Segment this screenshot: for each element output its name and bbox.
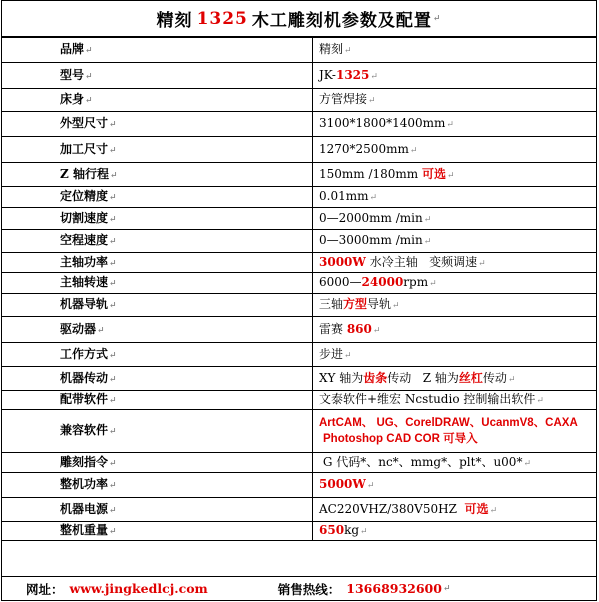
- spec-label-text: 加工尺寸: [60, 141, 109, 156]
- table-row: [2, 453, 596, 473]
- highlight-text: 可选: [464, 501, 489, 516]
- spec-value: [313, 410, 597, 453]
- spec-label: [2, 163, 313, 187]
- paragraph-mark-icon: ↵: [109, 145, 117, 156]
- paragraph-mark-icon: ↵: [109, 374, 117, 385]
- hotline-number: 13668932600: [346, 581, 442, 596]
- table-row: [2, 498, 596, 522]
- spec-value: [313, 473, 597, 498]
- spec-label-text: Z 轴行程: [60, 166, 109, 181]
- spec-value-text: JK-: [319, 67, 336, 82]
- highlight-text: 3000W: [319, 254, 366, 269]
- spec-label: [2, 137, 313, 163]
- paragraph-mark-icon: ↵: [478, 258, 486, 269]
- spec-label-text: 整机功率: [60, 477, 109, 491]
- table-row: [2, 317, 596, 343]
- spec-label: [2, 294, 313, 317]
- spec-label-text: 机器导轨: [60, 297, 109, 311]
- spec-value: [313, 63, 597, 89]
- spec-value-text: 0—3000mm /min: [319, 233, 423, 247]
- spec-label: [2, 367, 313, 391]
- title-brand: 精刻: [156, 11, 193, 31]
- paragraph-mark-icon: ↵: [109, 527, 117, 537]
- spec-value: [313, 317, 597, 343]
- table-row: [2, 137, 596, 163]
- spec-label: [2, 230, 313, 253]
- paragraph-mark-icon: ↵: [442, 583, 451, 594]
- spec-label: [2, 253, 313, 273]
- spec-label: [2, 208, 313, 230]
- spec-label: [2, 343, 313, 367]
- highlight-text: 5000W: [319, 477, 366, 491]
- paragraph-mark-icon: ↵: [523, 458, 531, 469]
- spec-value-text: 导轨: [367, 297, 392, 311]
- highlight-text: 860: [346, 321, 372, 336]
- spec-value: [313, 343, 597, 367]
- table-row: [2, 208, 596, 230]
- spec-label: [2, 522, 313, 541]
- table-row: [2, 294, 596, 317]
- spec-value-text: 6000—: [319, 275, 362, 289]
- paragraph-mark-icon: ↵: [109, 301, 117, 311]
- spec-value-text: 雷赛: [319, 321, 347, 336]
- spec-value-text: kg: [344, 523, 360, 537]
- paragraph-mark-icon: ↵: [432, 13, 442, 24]
- table-row: [2, 63, 596, 89]
- spec-label: [2, 89, 313, 112]
- paragraph-mark-icon: ↵: [372, 325, 381, 336]
- website-label: 网址：: [26, 581, 64, 597]
- compatible-software-line: Photoshop CAD COR 可导入: [323, 433, 478, 445]
- spec-value: [313, 522, 597, 541]
- table-row: [2, 112, 596, 137]
- table-row: [2, 473, 596, 498]
- table-row: [2, 163, 596, 187]
- spec-label-text: 主轴功率: [60, 254, 109, 269]
- spec-value-text: 1270*2500mm: [319, 141, 409, 156]
- spec-value: [313, 230, 597, 253]
- paragraph-mark-icon: ↵: [109, 427, 117, 437]
- spec-value-text: 0—2000mm /min: [319, 210, 423, 225]
- spec-value-text: 0.01mm: [319, 189, 369, 203]
- spec-value: [313, 453, 597, 473]
- table-row: [2, 367, 596, 391]
- paragraph-mark-icon: ↵: [446, 120, 454, 130]
- paragraph-mark-icon: ↵: [97, 325, 105, 336]
- spec-value-text: 步进: [319, 346, 344, 361]
- spec-label: [2, 391, 313, 410]
- paragraph-mark-icon: ↵: [370, 71, 378, 82]
- spec-label-text: 切割速度: [60, 210, 109, 225]
- paragraph-mark-icon: ↵: [109, 505, 117, 516]
- spec-value: [313, 253, 597, 273]
- spec-label-text: 整机重量: [60, 523, 109, 537]
- footer: [2, 576, 596, 600]
- spec-label-text: 配带软件: [60, 392, 109, 406]
- spec-label: [2, 473, 313, 498]
- table-row: [2, 89, 596, 112]
- spec-label-text: 空程速度: [60, 233, 109, 247]
- title-text: 木工雕刻机参数及配置: [251, 11, 432, 31]
- spec-value-text: G 代码*、nc*、mmg*、plt*、u00*: [319, 454, 523, 469]
- paragraph-mark-icon: ↵: [109, 120, 117, 130]
- spec-value: [313, 273, 597, 294]
- spec-label-text: 型号: [60, 67, 85, 82]
- spec-label-text: 机器传动: [60, 370, 109, 385]
- table-row: [2, 410, 596, 453]
- spec-label-text: 兼容软件: [60, 423, 109, 437]
- highlight-text: 650: [319, 523, 345, 537]
- paragraph-mark-icon: ↵: [344, 350, 352, 361]
- spec-value: [313, 208, 597, 230]
- highlight-text: 丝杠: [458, 370, 483, 385]
- spec-value: [313, 163, 597, 187]
- paragraph-mark-icon: ↵: [85, 96, 93, 106]
- highlight-text: 24000: [361, 275, 404, 289]
- spec-label: [2, 317, 313, 343]
- paragraph-mark-icon: ↵: [536, 396, 544, 406]
- spec-label: [2, 63, 313, 89]
- spec-label: [2, 273, 313, 294]
- spec-value: [313, 391, 597, 410]
- paragraph-mark-icon: ↵: [366, 481, 375, 491]
- spec-label: [2, 38, 313, 63]
- spec-value-text: 方管焊接: [319, 92, 368, 106]
- paragraph-mark-icon: ↵: [409, 145, 418, 156]
- spec-label-text: 定位精度: [60, 189, 109, 203]
- spec-value-text: rpm: [403, 275, 429, 289]
- spec-value-text: 传动: [482, 370, 507, 385]
- spec-value-text: 水冷主轴 变频调速: [365, 254, 478, 269]
- spec-value: [313, 367, 597, 391]
- paragraph-mark-icon: ↵: [109, 279, 117, 289]
- title-model: 1325: [196, 8, 248, 29]
- paragraph-mark-icon: ↵: [109, 396, 117, 406]
- spec-table: [2, 37, 596, 541]
- spec-label: [2, 112, 313, 137]
- spec-label-text: 雕刻指令: [60, 454, 109, 469]
- paragraph-mark-icon: ↵: [109, 170, 118, 181]
- highlight-text: 齿条: [363, 370, 388, 385]
- spec-label-text: 工作方式: [60, 346, 109, 361]
- spec-value: [313, 38, 597, 63]
- paragraph-mark-icon: ↵: [447, 170, 455, 181]
- spec-value: [313, 294, 597, 317]
- paragraph-mark-icon: ↵: [360, 527, 368, 537]
- hotline-label: 销售热线：: [277, 581, 341, 597]
- spec-label-text: 品牌: [60, 42, 85, 56]
- spec-value-text: 精刻: [319, 42, 344, 56]
- spec-sheet: [1, 0, 597, 601]
- highlight-text: 可选: [422, 166, 447, 181]
- paragraph-mark-icon: ↵: [85, 71, 93, 82]
- spec-value-text: 3100*1800*1400mm: [319, 116, 446, 130]
- table-row: [2, 253, 596, 273]
- spec-label: [2, 453, 313, 473]
- spec-label-text: 主轴转速: [60, 275, 109, 289]
- spec-label-text: 驱动器: [60, 321, 97, 336]
- spec-value: [313, 187, 597, 208]
- table-row: [2, 38, 596, 63]
- paragraph-mark-icon: ↵: [489, 505, 498, 516]
- table-row: [2, 522, 596, 541]
- paragraph-mark-icon: ↵: [109, 237, 117, 247]
- spec-value: [313, 89, 597, 112]
- spec-label: [2, 187, 313, 208]
- paragraph-mark-icon: ↵: [392, 301, 400, 311]
- spec-label: [2, 410, 313, 453]
- paragraph-mark-icon: ↵: [109, 214, 117, 225]
- website-link[interactable]: www.jingkedlcj.com: [69, 581, 208, 596]
- spec-value: [313, 137, 597, 163]
- paragraph-mark-icon: ↵: [109, 350, 117, 361]
- paragraph-mark-icon: ↵: [423, 214, 432, 225]
- page-title: [2, 1, 596, 37]
- paragraph-mark-icon: ↵: [109, 481, 117, 491]
- spec-value-text: XY 轴为: [319, 370, 364, 385]
- spec-label-text: 床身: [60, 92, 85, 106]
- spec-value-text: 传动 Z 轴为: [387, 370, 459, 385]
- spec-value-text: 150mm /180mm: [319, 166, 422, 181]
- highlight-text: 方型: [343, 297, 368, 311]
- paragraph-mark-icon: ↵: [423, 237, 432, 247]
- spec-value-text: 文泰软件+维宏 Ncstudio 控制输出软件: [319, 392, 536, 406]
- compatible-software-line: ArtCAM、 UG、CorelDRAW、UcanmV8、CAXA: [319, 417, 578, 429]
- spec-label-text: 机器电源: [60, 501, 109, 516]
- paragraph-mark-icon: ↵: [429, 279, 437, 289]
- paragraph-mark-icon: ↵: [344, 46, 352, 56]
- highlight-text: 1325: [335, 67, 370, 82]
- table-row: [2, 343, 596, 367]
- spec-value-text: AC220VHZ/380V50HZ: [319, 501, 465, 516]
- spec-label-text: 外型尺寸: [60, 116, 109, 130]
- table-row: [2, 391, 596, 410]
- paragraph-mark-icon: ↵: [368, 96, 376, 106]
- spec-value: [313, 498, 597, 522]
- paragraph-mark-icon: ↵: [369, 193, 378, 203]
- table-row: [2, 230, 596, 253]
- paragraph-mark-icon: ↵: [109, 193, 117, 203]
- table-row: [2, 187, 596, 208]
- spec-value-text: 三轴: [319, 297, 344, 311]
- table-row: [2, 273, 596, 294]
- spec-value: [313, 112, 597, 137]
- paragraph-mark-icon: ↵: [109, 258, 117, 269]
- paragraph-mark-icon: ↵: [85, 46, 93, 56]
- spec-label: [2, 498, 313, 522]
- paragraph-mark-icon: ↵: [109, 458, 117, 469]
- paragraph-mark-icon: ↵: [507, 374, 516, 385]
